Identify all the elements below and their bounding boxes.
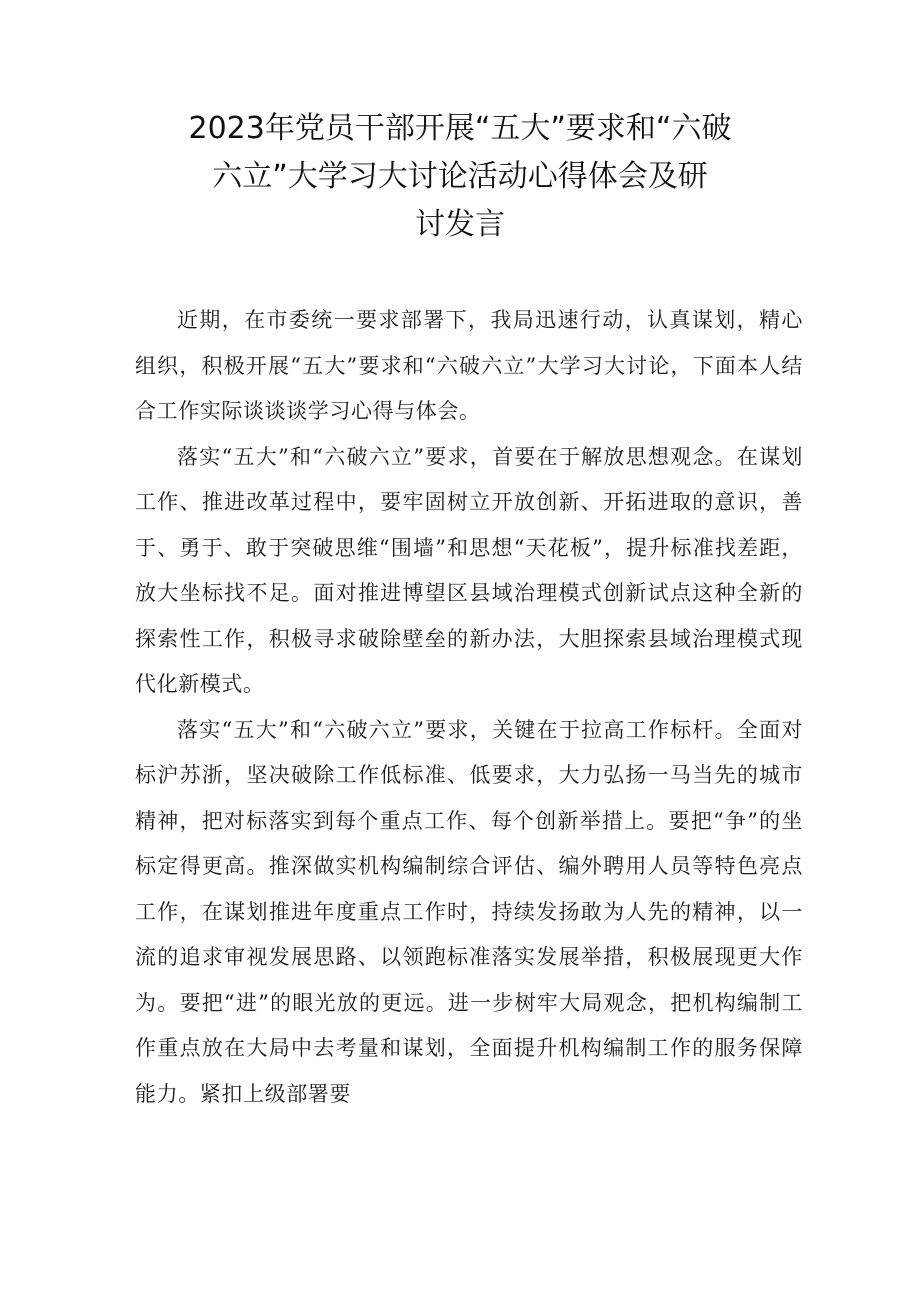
- document-body: [135, 298, 803, 1117]
- paragraph-1: 近期，在市委统一要求部署下，我局迅速行动，认真谋划，精心组织，积极开展“五大”要求和“六破六立”大学习大讨论，下面本人结合工作实际谈谈谈学习心得与体会。: [135, 308, 803, 423]
- paragraph-2: 落实“五大”和“六破六立”要求，首要在于解放思想观念。在谋划工作、推进改革过程中，要牢固树立开放创新、开拓进取的意识，善于、勇于、敢于突破思维“围墙”和思想“天花板”，提升标准找差距，放大坐标找不足。面对推进博望区县域治理模式创新试点这种全新的探索性工作，积极寻求破除壁垒的新办法，大胆探索县域治理模式现代化新模式。: [135, 444, 803, 696]
- title-line-2: 六立”大学习大讨论活动心得体会及研: [212, 159, 708, 194]
- paragraph-3: 落实“五大”和“六破六立”要求，关键在于拉高工作标杆。全面对标沪苏浙，坚决破除工作低标准、低要求，大力弘扬一马当先的城市精神，把对标落实到每个重点工作、每个创新举措上。要把“争”的坐标定得更高。推深做实机构编制综合评估、编外聘用人员等特色亮点工作，在谋划推进年度重点工作时，持续发扬敢为人先的精神，以一流的追求审视发展思路、以领跑标准落实发展举措，积极展现更大作为。要把“进”的眼光放的更远。进一步树牢大局观念，把机构编制工作重点放在大局中去考量和谋划，全面提升机构编制工作的服务保障能力。紧扣上级部署要: [135, 717, 803, 1106]
- title-line-1: 2023年党员干部开展“五大”要求和“六破: [188, 111, 732, 146]
- title-line-3: 讨发言: [415, 207, 505, 242]
- document-title: [100, 105, 820, 249]
